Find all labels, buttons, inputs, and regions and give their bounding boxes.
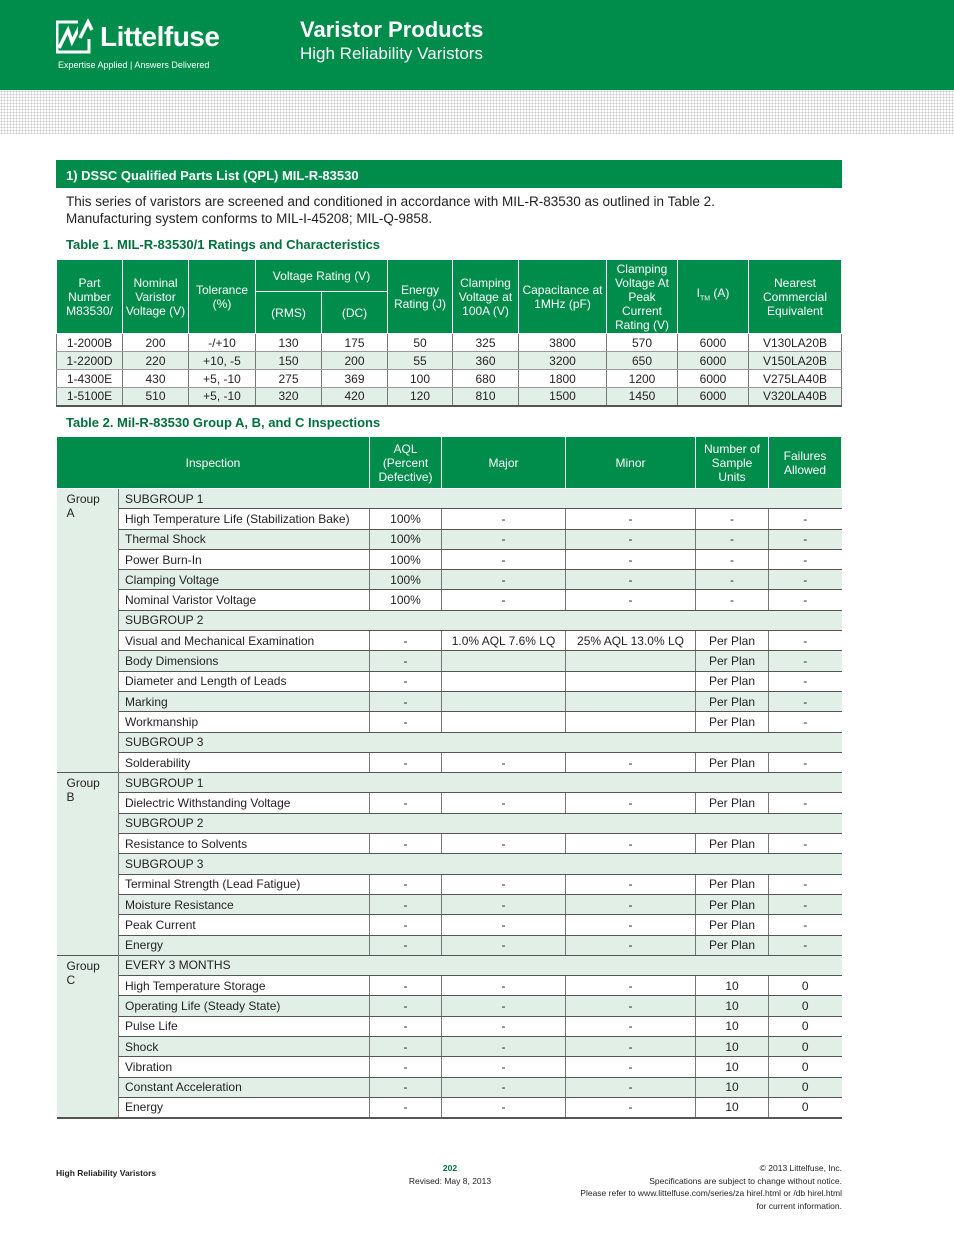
table-cell: Per Plan: [696, 752, 769, 772]
table-cell: -: [769, 915, 842, 935]
table-cell: 200: [123, 334, 189, 352]
table-row: [57, 834, 842, 854]
table-cell: -: [769, 793, 842, 813]
ratings-table: [56, 259, 842, 407]
table-cell: 3800: [519, 334, 607, 352]
table-cell: 10: [696, 996, 769, 1016]
table-cell: -: [769, 651, 842, 671]
brand-name: Littelfuse: [100, 21, 220, 52]
subgroup-row: [57, 955, 842, 975]
subgroup-label: SUBGROUP 3: [119, 854, 842, 874]
table-cell: -: [769, 671, 842, 691]
table-row: [57, 1057, 842, 1077]
table-cell: -: [442, 1037, 566, 1057]
table-cell: -: [769, 631, 842, 651]
table-cell: -: [442, 996, 566, 1016]
table-cell: V130LA20B: [749, 334, 842, 352]
table-row: [57, 894, 842, 914]
table-cell: 10: [696, 1077, 769, 1097]
col-minor: Minor: [566, 437, 696, 489]
table-cell: -: [566, 529, 696, 549]
table-row: [57, 935, 842, 955]
footer-right: [580, 1162, 842, 1212]
table-cell: -: [442, 915, 566, 935]
table-cell: 0: [769, 1037, 842, 1057]
table-cell: -: [442, 590, 566, 610]
table-cell: -: [370, 874, 442, 894]
table-cell: Per Plan: [696, 935, 769, 955]
table-cell: 200: [322, 352, 388, 370]
table-cell: 1200: [607, 370, 678, 388]
table-row: [57, 352, 842, 370]
col-aql: AQL (Percent Defective): [370, 437, 442, 489]
table-cell: 0: [769, 976, 842, 996]
table-cell: -/+10: [189, 334, 256, 352]
table-row: [57, 1077, 842, 1097]
table-row: [57, 651, 842, 671]
table-cell: -: [769, 509, 842, 529]
table-cell: 1800: [519, 370, 607, 388]
table-cell: -: [769, 570, 842, 590]
inspection-name: Body Dimensions: [119, 651, 370, 671]
subgroup-label: SUBGROUP 1: [119, 773, 842, 793]
table-cell: V150LA20B: [749, 352, 842, 370]
table-cell: +5, -10: [189, 370, 256, 388]
table-row: [57, 388, 842, 406]
table-cell: 10: [696, 1057, 769, 1077]
table-cell: 25% AQL 13.0% LQ: [566, 631, 696, 651]
table-cell: -: [442, 1016, 566, 1036]
table-cell: -: [696, 509, 769, 529]
footer-copyright: © 2013 Littelfuse, Inc.: [759, 1163, 842, 1173]
itm-subscript: TM: [699, 295, 711, 303]
inspections-table: [56, 436, 842, 1119]
table-cell: 275: [256, 370, 322, 388]
table-cell: 10: [696, 1037, 769, 1057]
table-cell: Per Plan: [696, 894, 769, 914]
subgroup-row: [57, 854, 842, 874]
table-cell: 1-5100E: [57, 388, 123, 406]
table-cell: 100%: [370, 590, 442, 610]
table-cell: -: [370, 1077, 442, 1097]
table-cell: -: [370, 1037, 442, 1057]
subgroup-row: [57, 732, 842, 752]
col-clamping: Clamping Voltage at 100A (V): [453, 260, 519, 334]
col-energy: Energy Rating (J): [388, 260, 453, 334]
group-label: Group C: [57, 955, 119, 1117]
table-cell: 369: [322, 370, 388, 388]
table-cell: Per Plan: [696, 793, 769, 813]
table-cell: 430: [123, 370, 189, 388]
table-cell: -: [566, 1097, 696, 1117]
inspection-name: Pulse Life: [119, 1016, 370, 1036]
table-cell: -: [566, 935, 696, 955]
table-row: [57, 976, 842, 996]
table-row: [57, 1037, 842, 1057]
inspection-name: High Temperature Storage: [119, 976, 370, 996]
subgroup-label: EVERY 3 MONTHS: [119, 955, 842, 975]
table-cell: -: [442, 935, 566, 955]
table-row: [57, 631, 842, 651]
footer-line3: Please refer to www.littelfuse.com/series/za hirel.html or /db hirel.html: [580, 1188, 842, 1198]
col-sample: Number of Sample Units: [696, 437, 769, 489]
table-cell: -: [370, 1057, 442, 1077]
table-cell: Per Plan: [696, 631, 769, 651]
table-cell: -: [769, 549, 842, 569]
table-cell: Per Plan: [696, 651, 769, 671]
table-cell: -: [769, 894, 842, 914]
table-cell: Per Plan: [696, 691, 769, 711]
inspection-name: Marking: [119, 691, 370, 711]
table-cell: -: [566, 894, 696, 914]
table-cell: 325: [453, 334, 519, 352]
table-row: [57, 671, 842, 691]
col-dc: (DC): [322, 292, 388, 334]
subgroup-label: SUBGROUP 2: [119, 610, 842, 630]
table-cell: -: [566, 793, 696, 813]
col-tolerance: Tolerance (%): [189, 260, 256, 334]
table-cell: V275LA40B: [749, 370, 842, 388]
inspection-name: Vibration: [119, 1057, 370, 1077]
table-cell: -: [370, 894, 442, 914]
page-title: Varistor Products: [300, 17, 484, 42]
table-cell: 650: [607, 352, 678, 370]
table-row: [57, 590, 842, 610]
table-cell: 6000: [678, 388, 749, 406]
table-cell: [566, 671, 696, 691]
table-cell: -: [769, 874, 842, 894]
inspection-name: Energy: [119, 1097, 370, 1117]
table-cell: -: [769, 691, 842, 711]
table-cell: 420: [322, 388, 388, 406]
subgroup-label: SUBGROUP 2: [119, 813, 842, 833]
table-cell: +10, -5: [189, 352, 256, 370]
footer-center: [380, 1162, 520, 1187]
table-cell: -: [370, 793, 442, 813]
inspection-name: Dielectric Withstanding Voltage: [119, 793, 370, 813]
table-cell: 0: [769, 1077, 842, 1097]
table2-caption: Table 2. Mil-R-83530 Group A, B, and C Inspections: [66, 415, 381, 430]
table-cell: -: [442, 976, 566, 996]
col-nearest: Nearest Commercial Equivalent: [749, 260, 842, 334]
table-cell: -: [566, 1057, 696, 1077]
table-cell: 1-4300E: [57, 370, 123, 388]
col-clamping-peak: Clamping Voltage At Peak Current Rating (V): [607, 260, 678, 334]
table-cell: 10: [696, 1016, 769, 1036]
table-cell: [442, 691, 566, 711]
table-cell: -: [566, 976, 696, 996]
table-cell: -: [442, 1057, 566, 1077]
footer-left: High Reliability Varistors: [56, 1168, 157, 1178]
col-major: Major: [442, 437, 566, 489]
inspection-name: Workmanship: [119, 712, 370, 732]
inspection-name: Power Burn-In: [119, 549, 370, 569]
table-cell: -: [370, 752, 442, 772]
subgroup-row: [57, 773, 842, 793]
col-nominal: Nominal Varistor Voltage (V): [123, 260, 189, 334]
table-row: [57, 549, 842, 569]
subgroup-label: SUBGROUP 1: [119, 489, 842, 509]
inspection-name: Clamping Voltage: [119, 570, 370, 590]
group-label: Group B: [57, 773, 119, 956]
table-cell: -: [769, 834, 842, 854]
table-cell: Per Plan: [696, 712, 769, 732]
table-cell: -: [442, 509, 566, 529]
table-cell: -: [566, 915, 696, 935]
table-cell: -: [769, 752, 842, 772]
table-cell: 3200: [519, 352, 607, 370]
table-cell: [566, 712, 696, 732]
table-cell: 1-2200D: [57, 352, 123, 370]
inspection-name: Resistance to Solvents: [119, 834, 370, 854]
table-cell: -: [370, 1097, 442, 1117]
col-itm: [678, 260, 749, 334]
section-heading: 1) DSSC Qualified Parts List (QPL) MIL-R-83530: [56, 160, 842, 188]
page-subtitle: High Reliability Varistors: [300, 44, 483, 63]
table-cell: -: [566, 509, 696, 529]
table-cell: Per Plan: [696, 671, 769, 691]
col-rms: (RMS): [256, 292, 322, 334]
table-cell: 130: [256, 334, 322, 352]
table-cell: -: [442, 894, 566, 914]
table-cell: Per Plan: [696, 874, 769, 894]
table-cell: -: [696, 570, 769, 590]
page-header: [0, 0, 954, 90]
table-cell: 120: [388, 388, 453, 406]
table-cell: 570: [607, 334, 678, 352]
inspection-name: Constant Acceleration: [119, 1077, 370, 1097]
inspection-name: Terminal Strength (Lead Fatigue): [119, 874, 370, 894]
table-cell: -: [566, 1037, 696, 1057]
table-cell: -: [696, 590, 769, 610]
table-cell: -: [566, 874, 696, 894]
table-cell: -: [442, 1077, 566, 1097]
table-cell: -: [566, 1077, 696, 1097]
table-cell: 680: [453, 370, 519, 388]
col-part: Part Number M83530/: [57, 260, 123, 334]
table-cell: 6000: [678, 370, 749, 388]
inspection-name: Moisture Resistance: [119, 894, 370, 914]
table-cell: 0: [769, 1097, 842, 1117]
table-cell: -: [442, 549, 566, 569]
inspection-name: Nominal Varistor Voltage: [119, 590, 370, 610]
table-cell: -: [442, 752, 566, 772]
footer-line2: Specifications are subject to change without notice.: [649, 1175, 842, 1186]
table-cell: 510: [123, 388, 189, 406]
table-cell: [442, 671, 566, 691]
table-cell: -: [442, 570, 566, 590]
table-cell: -: [696, 549, 769, 569]
col-voltage-rating: Voltage Rating (V): [256, 260, 388, 292]
inspection-name: Visual and Mechanical Examination: [119, 631, 370, 651]
table-cell: 10: [696, 976, 769, 996]
table-row: [57, 752, 842, 772]
footer-line4: for current information.: [756, 1200, 842, 1211]
table-cell: -: [769, 712, 842, 732]
intro-line-2: Manufacturing system conforms to MIL-I-45208; MIL-Q-9858.: [66, 211, 433, 226]
table-cell: [442, 651, 566, 671]
table-cell: -: [769, 590, 842, 610]
table-cell: -: [370, 915, 442, 935]
table-cell: 10: [696, 1097, 769, 1117]
table-cell: -: [370, 712, 442, 732]
table-cell: -: [442, 834, 566, 854]
table-cell: +5, -10: [189, 388, 256, 406]
table-cell: -: [566, 590, 696, 610]
table-cell: -: [370, 651, 442, 671]
table-cell: V320LA40B: [749, 388, 842, 406]
subgroup-row: [57, 489, 842, 509]
inspection-name: Thermal Shock: [119, 529, 370, 549]
table-row: [57, 793, 842, 813]
table-row: [57, 334, 842, 352]
table-cell: 100%: [370, 529, 442, 549]
subgroup-label: SUBGROUP 3: [119, 732, 842, 752]
table-cell: 1450: [607, 388, 678, 406]
table-cell: -: [370, 631, 442, 651]
table-cell: -: [370, 976, 442, 996]
table-cell: 50: [388, 334, 453, 352]
table-cell: -: [566, 549, 696, 569]
table-cell: 320: [256, 388, 322, 406]
table-cell: -: [370, 671, 442, 691]
table-cell: 100: [388, 370, 453, 388]
table-cell: -: [769, 529, 842, 549]
table-cell: -: [566, 1016, 696, 1036]
table-row: [57, 712, 842, 732]
littelfuse-logo: [56, 18, 256, 74]
intro-line-1: This series of varistors are screened and conditioned in accordance with MIL-R-83530 as outlined in Table 2.: [66, 194, 715, 209]
table-cell: -: [442, 793, 566, 813]
table-cell: -: [370, 996, 442, 1016]
inspection-name: Energy: [119, 935, 370, 955]
table-cell: 1500: [519, 388, 607, 406]
table-cell: 1.0% AQL 7.6% LQ: [442, 631, 566, 651]
table-cell: -: [566, 834, 696, 854]
table-row: [57, 1097, 842, 1117]
table-cell: -: [370, 935, 442, 955]
table-cell: Per Plan: [696, 915, 769, 935]
table-cell: -: [769, 935, 842, 955]
table-cell: -: [370, 691, 442, 711]
inspection-name: Operating Life (Steady State): [119, 996, 370, 1016]
table-cell: 6000: [678, 334, 749, 352]
subgroup-row: [57, 813, 842, 833]
subgroup-row: [57, 610, 842, 630]
table-cell: 0: [769, 996, 842, 1016]
fuse-logo-icon: [56, 18, 96, 56]
table-cell: [566, 651, 696, 671]
table-cell: 100%: [370, 549, 442, 569]
inspection-name: Peak Current: [119, 915, 370, 935]
table-cell: 220: [123, 352, 189, 370]
inspection-name: High Temperature Life (Stabilization Bake): [119, 509, 370, 529]
table-cell: -: [442, 874, 566, 894]
table-row: [57, 915, 842, 935]
table-row: [57, 529, 842, 549]
table-cell: [442, 712, 566, 732]
table-cell: -: [566, 570, 696, 590]
itm-symbol: I: [696, 286, 700, 301]
inspection-name: Shock: [119, 1037, 370, 1057]
table-cell: 810: [453, 388, 519, 406]
table-row: [57, 1016, 842, 1036]
col-capacitance: Capacitance at 1MHz (pF): [519, 260, 607, 334]
brand-tagline: Expertise Applied | Answers Delivered: [58, 60, 210, 70]
table-cell: 175: [322, 334, 388, 352]
table-cell: 100%: [370, 570, 442, 590]
table-cell: -: [566, 752, 696, 772]
table-cell: 1-2000B: [57, 334, 123, 352]
inspection-name: Diameter and Length of Leads: [119, 671, 370, 691]
group-label: Group A: [57, 489, 119, 773]
table-cell: [566, 691, 696, 711]
table-cell: -: [696, 529, 769, 549]
table-row: [57, 370, 842, 388]
table-cell: -: [442, 1097, 566, 1117]
table1-caption: Table 1. MIL-R-83530/1 Ratings and Characteristics: [66, 237, 381, 252]
table-cell: 55: [388, 352, 453, 370]
table-cell: 360: [453, 352, 519, 370]
intro-text: [66, 193, 826, 227]
table-cell: -: [370, 834, 442, 854]
table-row: [57, 691, 842, 711]
revised-date: Revised: May 8, 2013: [408, 1175, 492, 1186]
col-failures: Failures Allowed: [769, 437, 842, 489]
table-row: [57, 509, 842, 529]
itm-unit: (A): [710, 286, 730, 301]
col-inspection: Inspection: [57, 437, 370, 489]
page-number: 202: [442, 1163, 458, 1173]
table-cell: -: [370, 1016, 442, 1036]
inspection-name: Solderability: [119, 752, 370, 772]
dotted-band: [0, 90, 954, 134]
table-row: [57, 874, 842, 894]
table-cell: -: [442, 529, 566, 549]
table-row: [57, 996, 842, 1016]
table-cell: 0: [769, 1057, 842, 1077]
table-cell: 6000: [678, 352, 749, 370]
table-cell: Per Plan: [696, 834, 769, 854]
table-row: [57, 570, 842, 590]
table-cell: 100%: [370, 509, 442, 529]
table-cell: 0: [769, 1016, 842, 1036]
table-cell: 150: [256, 352, 322, 370]
table-cell: -: [566, 996, 696, 1016]
